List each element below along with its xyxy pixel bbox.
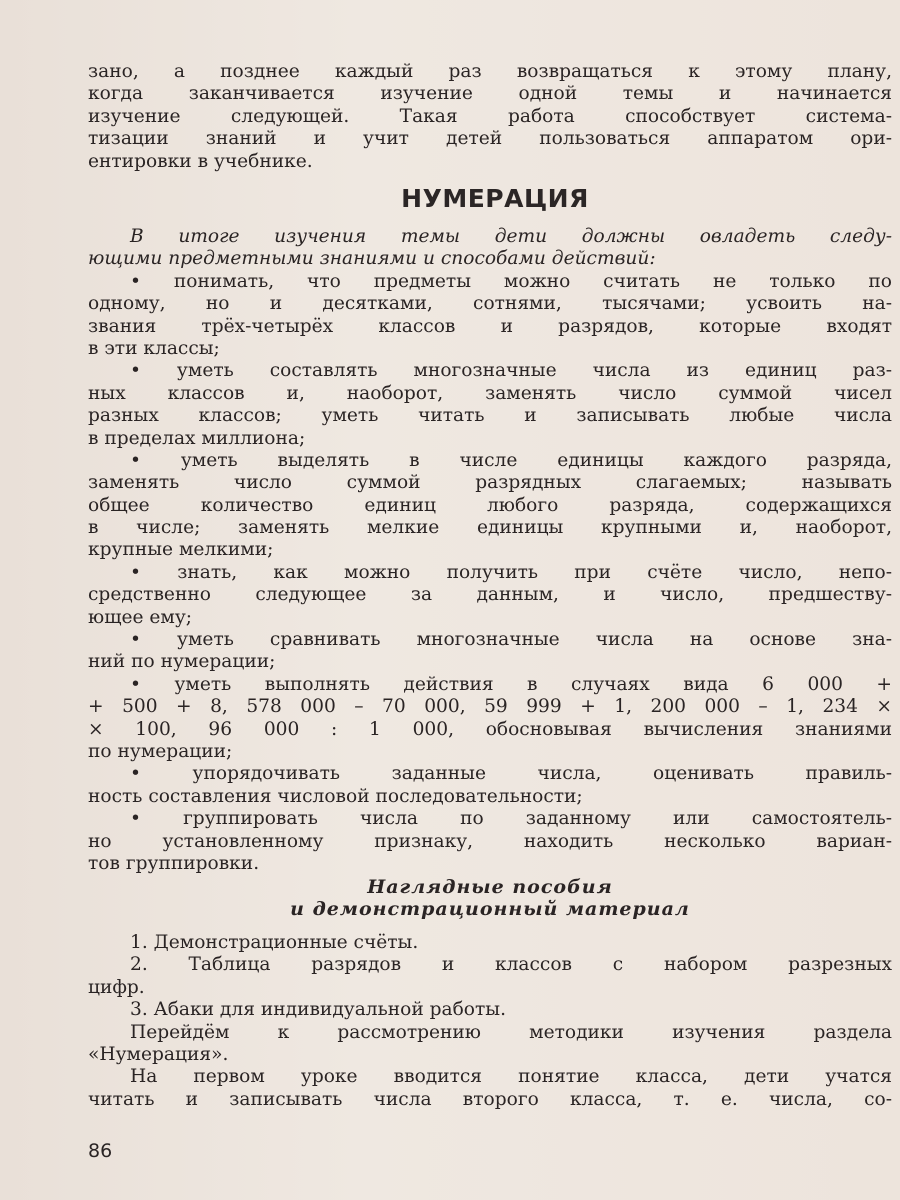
goal-bullet-line: заменять число суммой разрядных слагаемых; называть — [88, 472, 892, 494]
learning-goals — [88, 226, 892, 875]
text-line: тизации знаний и учит детей пользоваться аппаратом ори- — [88, 128, 892, 150]
goal-bullet-line: × 100, 96 000 : 1 000, обосновывая вычисления знаниями — [88, 718, 892, 740]
goal-bullet-line: • упорядочивать заданные числа, оценивать правиль- — [130, 763, 892, 785]
goal-bullet-line: • уметь выделять в числе единицы каждого разряда, — [130, 449, 892, 471]
goal-bullet-line: • группировать числа по заданному или самостоятель- — [130, 808, 892, 830]
goal-bullet-line: в числе; заменять мелкие единицы крупными и, наоборот, — [88, 517, 892, 539]
goal-bullet-line: ных классов и, наоборот, заменять число суммой чисел — [88, 382, 892, 404]
subheading-line: Наглядные пособия — [367, 876, 613, 898]
goal-bullet-line: в эти классы; — [88, 337, 220, 359]
material-line: цифр. — [88, 976, 145, 998]
goal-bullet-line: • понимать, что предметы можно считать не только по — [130, 270, 892, 292]
section-heading: НУМЕРАЦИЯ — [401, 184, 589, 213]
materials-list — [88, 932, 892, 1111]
goal-bullet-line: общее количество единиц любого разряда, содержащихся — [88, 494, 892, 516]
material-line: 2. Таблица разрядов и классов с набором разрезных — [130, 954, 892, 976]
text-line: когда заканчивается изучение одной темы и начинается — [88, 83, 892, 105]
material-line: 1. Демонстрационные счёты. — [130, 932, 419, 953]
intro-paragraph — [88, 61, 892, 173]
text-line: изучение следующей. Такая работа способствует система- — [88, 105, 892, 127]
material-line: читать и записывать числа второго класса, т. е. числа, со- — [88, 1088, 892, 1110]
material-line: Перейдём к рассмотрению методики изучения раздела — [130, 1021, 892, 1043]
goals-intro-line: В итоге изучения темы дети должны овладеть следу- — [130, 226, 892, 247]
goal-bullet-line: средственно следующее за данным, и число, предшеству- — [88, 584, 892, 606]
goal-bullet-line: звания трёх-четырёх классов и разрядов, которые входят — [88, 315, 892, 337]
goal-bullet-line: • знать, как можно получить при счёте число, непо- — [130, 561, 892, 583]
goal-bullet-line: в пределах миллиона; — [88, 427, 306, 449]
goal-bullet-line: тов группировки. — [88, 852, 260, 874]
text-line: зано, а позднее каждый раз возвращаться к этому плану, — [88, 61, 892, 82]
goal-bullet-line: разных классов; уметь читать и записывать любые числа — [88, 405, 892, 427]
goals-intro-line: ющими предметными знаниями и способами действий: — [88, 248, 656, 270]
goal-bullet-line: ющее ему; — [88, 606, 193, 628]
goal-bullet-line: • уметь выполнять действия в случаях вида 6 000 + — [130, 673, 892, 695]
subheading — [88, 876, 892, 921]
material-line: «Нумерация». — [88, 1043, 229, 1065]
material-line: 3. Абаки для индивидуальной работы. — [130, 999, 506, 1021]
goal-bullet-line: крупные мелкими; — [88, 539, 274, 561]
subheading-line: и демонстрационный материал — [290, 898, 690, 921]
goal-bullet-line: ность составления числовой последовательности; — [88, 785, 583, 807]
goal-bullet-line: по нумерации; — [88, 740, 233, 762]
goal-bullet-line: • уметь составлять многозначные числа из единиц раз- — [130, 360, 892, 382]
material-line: На первом уроке вводится понятие класса, дети учатся — [130, 1066, 892, 1088]
page-number: 86 — [88, 1140, 113, 1162]
goal-bullet-line: ний по нумерации; — [88, 651, 276, 673]
goal-bullet-line: + 500 + 8, 578 000 – 70 000, 59 999 + 1, 200 000 – 1, 234 × — [88, 696, 892, 718]
text-line: ентировки в учебнике. — [88, 150, 313, 172]
goal-bullet-line: • уметь сравнивать многозначные числа на основе зна- — [130, 629, 892, 651]
goal-bullet-line: одному, но и десятками, сотнями, тысячами; усвоить на- — [88, 293, 892, 315]
goal-bullet-line: но установленному признаку, находить несколько вариан- — [88, 830, 892, 852]
